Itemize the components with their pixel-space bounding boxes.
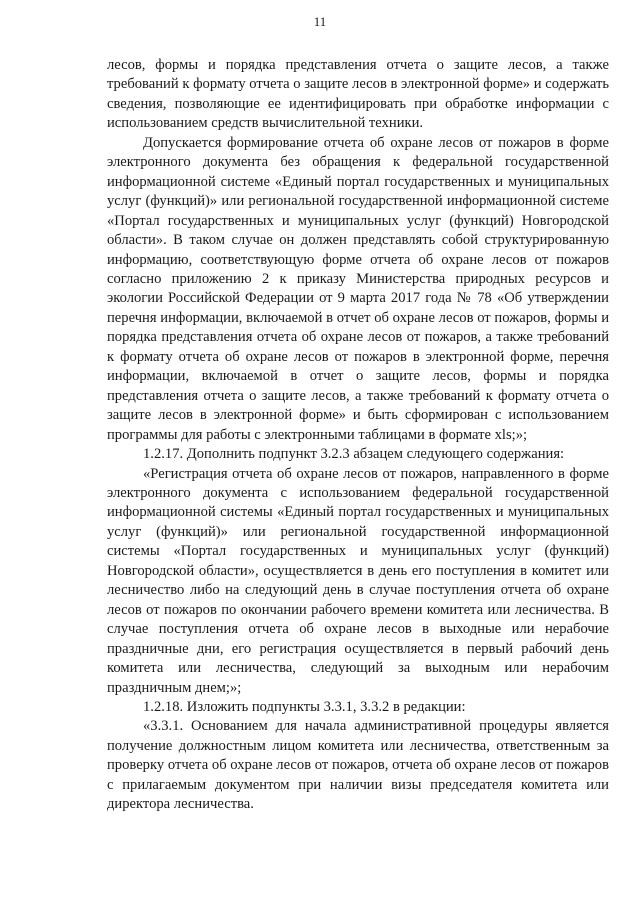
document-body	[107, 56, 609, 815]
paragraph-registration: «Регистрация отчета об охране лесов от пожаров, направленного в форме электронного документа с использованием федеральной государственной информационной системы «Единый портал государственных и муниципальных услуг (функций)» или региональной государственной информационной системы «Портал государственных и муниципальных услуг (функций) Новгородской области», осуществляется в день его поступления в комитет или лесничество либо на следующий день в случае поступления отчета об охране лесов от пожаров по окончании рабочего времени комитета или лесничества. В случае поступления отчета об охране лесов в выходные или нерабочие праздничные дни, его регистрация осуществляется в первый рабочий день комитета или лесничества, следующий за выходным или нерабочим праздничным днем;»;	[107, 465, 609, 696]
paragraph-electronic-report: Допускается формирование отчета об охране лесов от пожаров в форме электронного документа без обращения к федеральной государственной информационной системе «Единый портал государственных и муниципальных услуг (функций)» или региональной государственной информационной системе «Портал государственных и муниципальных услуг (функций) Новгородской области». В таком случае он должен представлять собой структурированную информацию, соответствующую форме отчета об охране лесов от пожаров согласно приложению 2 к приказу Министерства природных ресурсов и экологии Российской Федерации от 9 марта 2017 года № 78 «Об утверждении перечня информации, включаемой в отчет об охране лесов от пожаров, формы и порядка представления отчета об охране лесов от пожаров, а также требований к формату отчета об охране лесов от пожаров в электронной форме, перечня информации, включаемой в отчет о защите лесов, формы и порядка представления отчета о защите лесов, а также требований к формату отчета о защите лесов в электронной форме» и быть сформирован с использованием программы для работы с электронными таблицами в формате xls;»;	[107, 134, 609, 443]
paragraph-item-1-2-17: 1.2.17. Дополнить подпункт 3.2.3 абзацем следующего содержания:	[143, 446, 565, 463]
paragraph-continuation: лесов, формы и порядка представления отчета о защите лесов, а также требований к формату отчета о защите лесов в электронной форме» и содержать сведения, позволяющие ее идентифицировать при обработке информации с использованием средств вычислительной техники.	[107, 57, 609, 132]
page-number: 11	[313, 14, 327, 29]
paragraph-item-3-3-1: «3.3.1. Основанием для начала административной процедуры является получение должностным лицом комитета или лесничества, ответственным за проверку отчета об охране лесов от пожаров, отчета об охране лесов от пожаров с прилагаемым документом при наличии визы председателя комитета или директора лесничества.	[107, 718, 609, 813]
paragraph-item-1-2-18: 1.2.18. Изложить подпункты 3.3.1, 3.3.2 в редакции:	[143, 698, 466, 715]
